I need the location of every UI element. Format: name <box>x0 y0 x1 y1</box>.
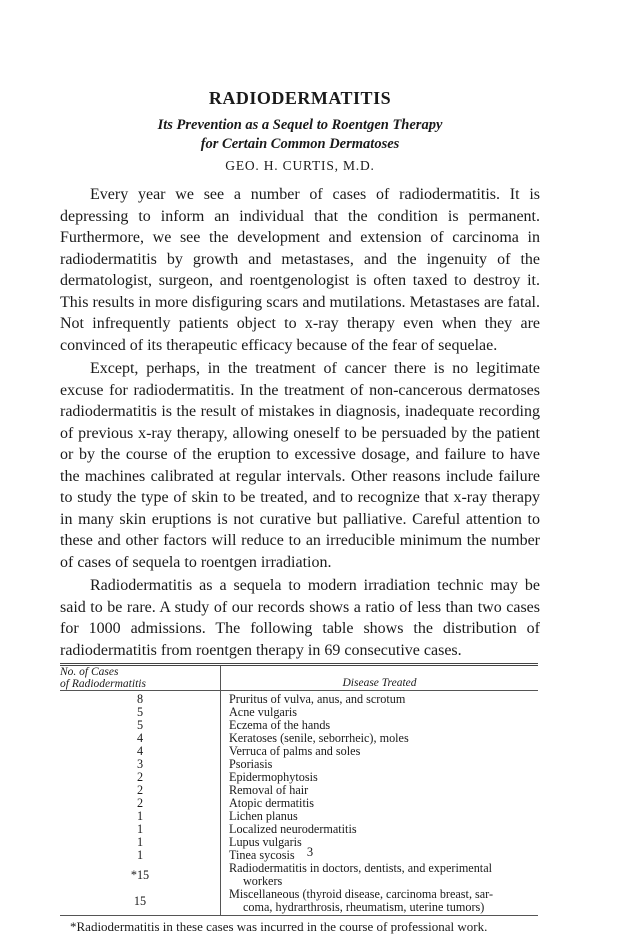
case-count-cell: 4 <box>136 744 144 758</box>
case-count-cell: 3 <box>136 757 144 771</box>
table-row <box>60 745 538 758</box>
article-subtitle <box>60 116 540 154</box>
table-row <box>60 862 538 888</box>
table-row <box>60 888 538 916</box>
article <box>60 88 540 935</box>
disease-name: Eczema of the hands <box>229 718 331 732</box>
disease-name: Removal of hair <box>229 783 309 797</box>
header-number-of-cases <box>60 665 221 691</box>
disease-name: Lupus vulgaris <box>229 835 302 849</box>
paragraph-3: Radiodermatitis as a sequela to modern irradiation technic may be said to be rare. A study of our records shows a ratio of less than two cases for 1000 admissions. The following table shows the distribution of radiodermatitis from roentgen therapy in 69 consecutive cases. <box>60 577 540 659</box>
case-count-cell: 2 <box>136 770 144 784</box>
disease-name: Psoriasis <box>229 757 273 771</box>
author-byline: GEO. H. CURTIS, M.D. <box>225 158 375 173</box>
case-count-cell: *15 <box>130 867 150 882</box>
disease-name: Verruca of palms and soles <box>229 744 361 758</box>
case-count-cell: 1 <box>136 835 144 849</box>
disease-name: Miscellaneous (thyroid disease, carcinoma breast, sar- <box>229 887 494 901</box>
case-count-cell: 1 <box>136 848 144 862</box>
case-count-cell: 1 <box>136 809 144 823</box>
header-cases-line-2: of Radiodermatitis <box>60 678 146 690</box>
table-row <box>60 797 538 810</box>
paragraph-1: Every year we see a number of cases of radiodermatitis. It is depressing to inform an individual that the condition is permanent. Furthermore, we see the development and extension of carcinoma in radiodermatitis by growth and metastases, and the ingenuity of the dermatologist, surgeon, and roentgenologist is often taxed to destroy it. This results in more disfiguring scars and mutilations. Metastases are fatal. Not infrequently patients object to x-ray therapy even when they are convinced of its therapeutic efficacy because of the fear of sequelae. <box>60 186 540 354</box>
disease-cell <box>221 691 539 707</box>
subtitle-line-2: for Certain Common Dermatoses <box>200 136 400 152</box>
case-count-cell: 4 <box>136 731 144 745</box>
disease-name: Acne vulgaris <box>229 705 298 719</box>
radiodermatitis-cases-table <box>60 663 538 916</box>
header-disease-treated: Disease Treated <box>221 665 539 691</box>
header-cases-line-1: No. of Cases <box>60 666 119 678</box>
case-count-cell: 1 <box>136 822 144 836</box>
disease-name: Tinea sycosis <box>229 848 295 862</box>
article-title: RADIODERMATITIS <box>208 88 392 108</box>
disease-cell <box>221 862 539 888</box>
disease-name: Keratoses (senile, seborrheic), moles <box>229 731 409 745</box>
disease-name: Lichen planus <box>229 809 298 823</box>
disease-name: Pruritus of vulva, anus, and scrotum <box>229 692 406 706</box>
case-count-cell: 2 <box>136 783 144 797</box>
disease-name: Epidermophytosis <box>229 770 318 784</box>
disease-name-continued: workers <box>243 874 283 888</box>
paragraph-2: Except, perhaps, in the treatment of cancer there is no legitimate excuse for radiodermatitis. In the treatment of non-cancerous dermatoses radiodermatitis is the result of mistakes in diagnosis, inadequate recording of previous x-ray therapy, allowing oneself to be persuaded by the patient or by the course of the eruption to excessive dosage, and failure to have the machines calibrated at regular intervals. Other reasons include failure to study the type of skin to be treated, and to recognize that x-ray therapy in many skin eruptions is not curative but palliative. Careful attention to these and other factors will reduce to an irreducible minimum the number of cases of sequela to roentgen irradiation. <box>60 360 540 571</box>
table-body <box>60 691 538 916</box>
table-row <box>60 691 538 707</box>
case-count-cell: 5 <box>136 705 144 719</box>
disease-name-continued: coma, hydrarthrosis, rheumatism, uterine tumors) <box>243 900 485 914</box>
disease-name: Atopic dermatitis <box>229 796 314 810</box>
case-count-cell: 2 <box>136 796 144 810</box>
case-count-cell: 15 <box>60 888 221 916</box>
disease-name: Radiodermatitis in doctors, dentists, and experimental <box>229 861 492 875</box>
disease-cell <box>221 888 539 916</box>
case-count-cell: 5 <box>136 718 144 732</box>
case-count-cell: 8 <box>136 692 144 706</box>
disease-name: Localized neurodermatitis <box>229 822 357 836</box>
subtitle-line-1: Its Prevention as a Sequel to Roentgen Therapy <box>157 117 443 133</box>
table-footnote: *Radiodermatitis in these cases was incurred in the course of professional work. <box>70 919 488 934</box>
page-number: 3 <box>306 845 314 859</box>
